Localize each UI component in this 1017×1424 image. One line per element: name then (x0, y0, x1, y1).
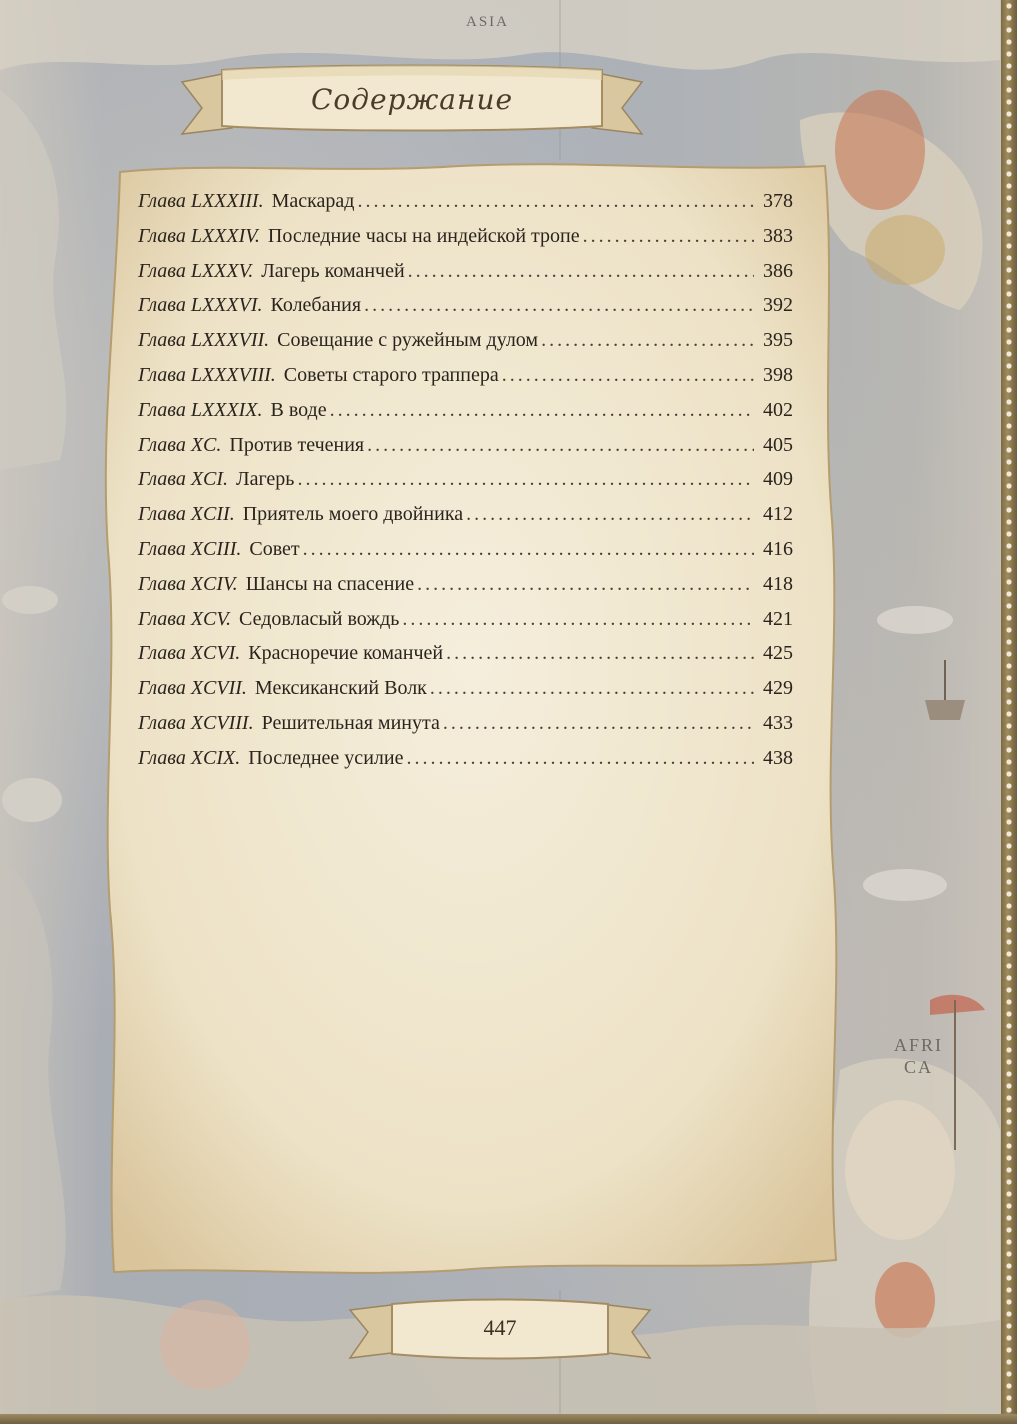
toc-dot-leader (466, 503, 754, 526)
toc-chapter-number: Глава XCIII. (138, 537, 242, 560)
page-bottom-border (0, 1414, 1017, 1424)
toc-chapter-title: Шансы на спасение (245, 572, 415, 595)
toc-chapter-number: Глава LXXXIII. (138, 190, 264, 212)
toc-page-number: 405 (763, 433, 793, 456)
toc-dot-leader (303, 538, 754, 561)
toc-dot-leader (502, 364, 754, 387)
toc-entry (138, 329, 793, 364)
toc-chapter-number: Глава XCVII. (138, 677, 247, 700)
toc-dot-leader (430, 677, 754, 700)
toc-entry (138, 712, 793, 747)
toc-chapter-title: Против течения (229, 433, 365, 456)
toc-entry (138, 225, 793, 260)
map-label-africa-line2: CA (904, 1057, 934, 1077)
toc-chapter-title: Маскарад (271, 190, 355, 212)
toc-chapter-number: Глава LXXXV. (138, 259, 254, 282)
toc-entry (138, 747, 793, 782)
toc-page-number: 402 (763, 398, 793, 421)
toc-dot-leader (446, 642, 754, 665)
toc-dot-leader (583, 225, 754, 248)
toc-chapter-number: Глава LXXXIV. (138, 224, 260, 247)
toc-chapter-number: Глава LXXXIX. (138, 398, 263, 421)
toc-page-number: 438 (763, 746, 793, 769)
toc-page-number: 421 (763, 607, 793, 630)
toc-page-number: 433 (763, 711, 793, 734)
toc-entry (138, 608, 793, 643)
toc-page-number: 398 (763, 363, 793, 386)
toc-dot-leader (357, 190, 754, 213)
toc-chapter-title: Советы старого траппера (283, 363, 499, 386)
toc-chapter-title: Совет (249, 537, 300, 560)
map-label-africa-line1: AFRI (894, 1035, 944, 1055)
toc-chapter-title: Мексиканский Волк (254, 677, 427, 700)
toc-chapter-title: Совещание с ружейным дулом (277, 329, 539, 352)
toc-entry (138, 364, 793, 399)
toc-chapter-title: В воде (270, 398, 327, 421)
toc-page-number: 392 (763, 294, 793, 317)
toc-chapter-number: Глава XCV. (138, 607, 232, 630)
toc-entry (138, 642, 793, 677)
toc-entry (138, 190, 793, 225)
toc-page-number: 412 (763, 503, 793, 526)
page-number-ribbon (340, 1296, 660, 1368)
toc-page-number: 416 (763, 537, 793, 560)
toc-chapter-title: Седовласый вождь (239, 607, 400, 630)
toc-page-number: 425 (763, 642, 793, 665)
toc-chapter-number: Глава XCII. (138, 503, 235, 526)
toc-chapter-number: Глава XCVI. (138, 642, 241, 665)
map-label-africa (894, 1034, 943, 1078)
toc-page-number: 383 (763, 224, 793, 247)
toc-dot-leader (364, 294, 754, 317)
toc-entry (138, 294, 793, 329)
toc-chapter-number: Глава LXXXVIII. (138, 363, 276, 386)
toc-entry (138, 538, 793, 573)
toc-page-number: 429 (763, 677, 793, 700)
toc-dot-leader (406, 747, 754, 770)
toc-chapter-number: Глава XCIV. (138, 572, 238, 595)
toc-chapter-number: Глава LXXXVII. (138, 329, 270, 352)
page-number: 447 (483, 1315, 517, 1340)
page-title: Содержание (310, 83, 514, 116)
toc-dot-leader (330, 399, 754, 422)
toc-entry (138, 399, 793, 434)
toc-dot-leader (417, 573, 754, 596)
toc-dot-leader (297, 468, 754, 491)
table-of-contents (138, 190, 793, 782)
toc-dot-leader (402, 608, 754, 631)
toc-dot-leader (408, 260, 754, 283)
toc-chapter-number: Глава XCI. (138, 468, 229, 491)
toc-chapter-number: Глава XCVIII. (138, 711, 254, 734)
toc-chapter-title: Приятель моего двойника (242, 503, 464, 526)
toc-dot-leader (541, 329, 754, 352)
toc-chapter-title: Решительная минута (261, 711, 440, 734)
toc-page-number: 418 (763, 572, 793, 595)
toc-chapter-title: Колебания (270, 294, 362, 317)
toc-entry (138, 677, 793, 712)
toc-chapter-title: Последние часы на индейской тропе (267, 224, 580, 247)
toc-dot-leader (367, 434, 754, 457)
toc-chapter-title: Красноречие команчей (248, 642, 444, 665)
title-ribbon (162, 62, 662, 138)
toc-chapter-title: Последнее усилие (248, 746, 404, 769)
toc-chapter-title: Лагерь (236, 468, 295, 491)
toc-chapter-title: Лагерь команчей (261, 259, 405, 282)
dotted-page-border (1001, 0, 1017, 1424)
toc-dot-leader (443, 712, 754, 735)
toc-entry (138, 468, 793, 503)
toc-page-number: 386 (763, 259, 793, 282)
toc-page-number: 378 (763, 190, 793, 212)
toc-entry (138, 434, 793, 469)
toc-page-number: 395 (763, 329, 793, 352)
toc-entry (138, 503, 793, 538)
toc-chapter-number: Глава LXXXVI. (138, 294, 263, 317)
toc-chapter-number: Глава XC. (138, 433, 222, 456)
toc-entry (138, 573, 793, 608)
toc-chapter-number: Глава XCIX. (138, 746, 241, 769)
map-label-asia: ASIA (466, 14, 510, 30)
toc-entry (138, 260, 793, 295)
toc-page-number: 409 (763, 468, 793, 491)
